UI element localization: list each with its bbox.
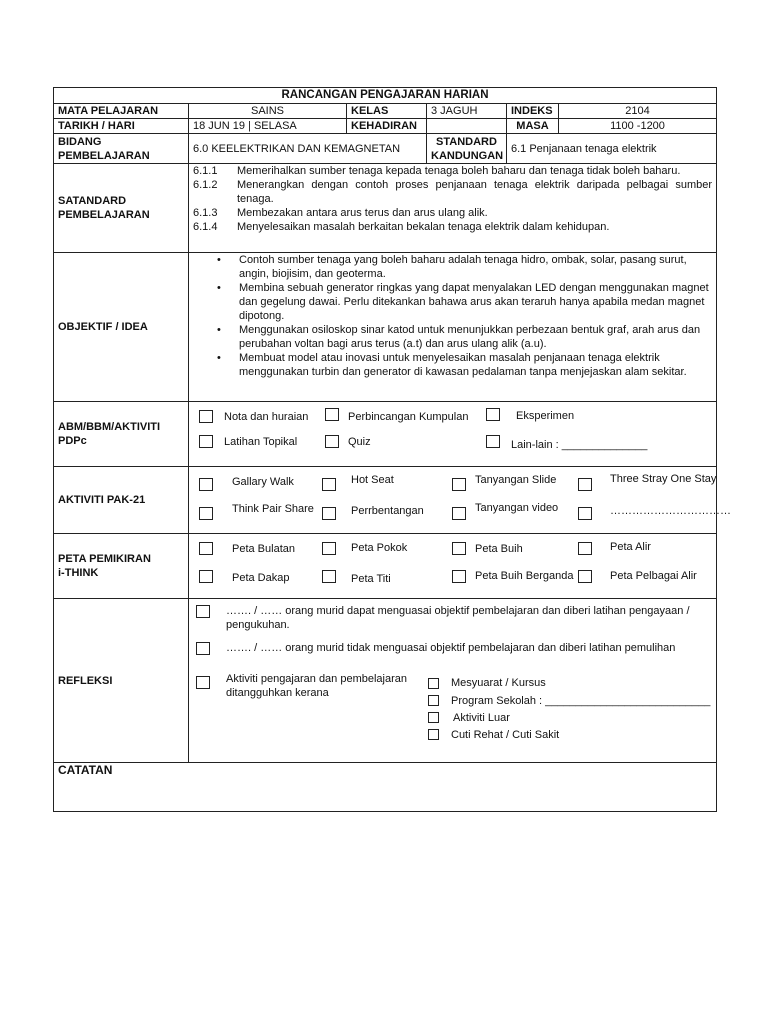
sp-num: 6.1.3 (193, 207, 218, 219)
pak21-option: Perrbentangan (351, 505, 424, 517)
masa-label: MASA (507, 119, 559, 134)
refleksi-line-3a: Aktiviti pengajaran dan pembelajaran (226, 673, 408, 685)
ithink-label-line2: i-THINK (58, 567, 99, 579)
standard-kandungan-line1: STANDARD (436, 135, 497, 148)
bidang-label-line2: PEMBELAJARAN (58, 149, 150, 162)
list-item: • Membina sebuah generator ringkas yang dapat menyalakan LED dengan menggunakan magnet dan gegelung dawai. Perlu ditekankan bahawa arus akan teraruh hanya apabila medan magnet dipotong. (239, 281, 712, 323)
ithink-option: Peta Buih Berganda (475, 570, 574, 582)
refleksi-reason: Aktiviti Luar (453, 712, 510, 724)
checkbox[interactable] (428, 712, 439, 723)
checkbox[interactable] (196, 605, 210, 618)
indeks-value[interactable]: 2104 (559, 104, 717, 119)
abm-option: Perbincangan Kumpulan (348, 411, 469, 423)
checkbox[interactable] (322, 507, 336, 520)
abm-option: Latihan Topikal (224, 436, 298, 448)
refleksi-line-1b: pengukuhan. (226, 619, 290, 631)
checkbox[interactable] (325, 435, 339, 448)
ithink-label-line1: PETA PEMIKIRAN (58, 553, 151, 565)
pak21-label: AKTIVITI PAK-21 (54, 467, 189, 534)
checkbox[interactable] (322, 542, 336, 555)
refleksi-line-3b: ditangguhkan kerana (226, 687, 329, 699)
objektif-list (193, 253, 712, 379)
refleksi-content (189, 599, 717, 763)
sp-num: 6.1.4 (193, 221, 218, 233)
checkbox[interactable] (196, 642, 210, 655)
list-item: • Membuat model atau inovasi untuk menyelesaikan masalah penjanaan tenaga elektrik menggunakan turbin dan generator di kawasan pedalaman tanpa menjejaskan alam sekitar. (239, 351, 712, 379)
ithink-label (54, 534, 189, 599)
kehadiran-value[interactable] (427, 119, 507, 134)
standard-kandungan-line2: KANDUNGAN (431, 149, 504, 162)
ithink-option: Peta Alir (610, 541, 651, 553)
sp-label-line2: PEMBELAJARAN (58, 209, 150, 221)
standard-pembelajaran-label (54, 164, 189, 253)
sp-text: Menerangkan dengan contoh proses penjanaan tenaga elektrik daripada pelbagai sumber tenaga. (237, 179, 713, 205)
standard-kandungan-label (427, 134, 507, 164)
sp-num: 6.1.2 (193, 179, 218, 191)
pak21-option: Hot Seat (351, 474, 394, 486)
checkbox[interactable] (578, 478, 592, 491)
ithink-option: Peta Bulatan (232, 543, 295, 555)
masa-value[interactable]: 1100 -1200 (559, 119, 717, 134)
bidang-value[interactable]: 6.0 KEELEKTRIKAN DAN KEMAGNETAN (189, 134, 427, 164)
checkbox[interactable] (578, 542, 592, 555)
checkbox[interactable] (199, 542, 213, 555)
checkbox[interactable] (428, 678, 439, 689)
checkbox[interactable] (428, 695, 439, 706)
checkbox[interactable] (325, 408, 339, 421)
checkbox[interactable] (199, 507, 213, 520)
abm-option: Lain-lain : ______________ (511, 439, 648, 451)
standard-kandungan-value[interactable]: 6.1 Penjanaan tenaga elektrik (507, 134, 717, 164)
catatan-cell[interactable] (54, 763, 717, 812)
checkbox[interactable] (322, 478, 336, 491)
indeks-label: INDEKS (507, 104, 559, 119)
checkbox[interactable] (196, 676, 210, 689)
ithink-option: Peta Dakap (232, 572, 290, 584)
pak21-option: Three Stray One Stay (610, 473, 717, 485)
sp-text: Memerihalkan sumber tenaga kepada tenaga boleh baharu dan tenaga tidak boleh baharu. (237, 165, 681, 177)
rph-table (53, 87, 731, 812)
checkbox[interactable] (199, 435, 213, 448)
tarikh-value[interactable]: 18 JUN 19 | SELASA (189, 119, 347, 134)
pak21-option: Think Pair Share (232, 503, 314, 515)
refleksi-reason: Cuti Rehat / Cuti Sakit (451, 729, 560, 741)
pak21-option: …………………………… (610, 505, 731, 517)
checkbox[interactable] (578, 570, 592, 583)
kehadiran-label: KEHADIRAN (347, 119, 427, 134)
sp-num: 6.1.1 (193, 165, 218, 177)
kelas-label: KELAS (347, 104, 427, 119)
checkbox[interactable] (452, 570, 466, 583)
checkbox[interactable] (199, 410, 213, 423)
list-item: • Contoh sumber tenaga yang boleh baharu adalah tenaga hidro, ombak, solar, pasang surut, angin, biojisim, dan geoterma. (239, 253, 712, 281)
abm-options (189, 402, 717, 467)
list-item (193, 164, 712, 178)
pak21-option: Tanyangan Slide (475, 474, 557, 486)
bidang-label-line1: BIDANG (58, 135, 102, 148)
ithink-option: Peta Pelbagai Alir (610, 570, 697, 582)
bidang-label (54, 134, 189, 164)
pak21-options (189, 467, 731, 534)
ithink-option: Peta Pokok (351, 542, 408, 554)
ithink-option: Peta Titi (351, 573, 391, 585)
abm-option: Quiz (348, 436, 371, 448)
ithink-option: Peta Buih (475, 543, 523, 555)
refleksi-reason: Program Sekolah : ___________________________ (451, 695, 711, 707)
checkbox[interactable] (486, 435, 500, 448)
abm-label (54, 402, 189, 467)
checkbox[interactable] (452, 478, 466, 491)
pak21-option: Tanyangan video (475, 502, 559, 514)
checkbox[interactable] (428, 729, 439, 740)
pak21-option: Gallary Walk (232, 476, 294, 488)
refleksi-label: REFLEKSI (54, 599, 189, 763)
ithink-options (189, 534, 717, 599)
checkbox[interactable] (452, 507, 466, 520)
abm-label-line2: PDPc (58, 435, 87, 447)
list-item (193, 220, 712, 234)
page-title: RANCANGAN PENGAJARAN HARIAN (54, 88, 717, 104)
list-item: • Menggunakan osiloskop sinar katod untuk menunjukkan perbezaan bentuk graf, arah arus dan perubahan voltan bagi arus terus (a.t) dan arus ulang alik (a.u). (239, 323, 712, 351)
tarikh-label: TARIKH / HARI (54, 119, 189, 134)
checkbox[interactable] (199, 478, 213, 491)
refleksi-reason: Mesyuarat / Kursus (451, 677, 546, 689)
sp-label-line1: SATANDARD (58, 195, 127, 207)
abm-label-line1: ABM/BBM/AKTIVITI (58, 421, 161, 433)
objektif-label: OBJEKTIF / IDEA (54, 253, 189, 402)
objektif-content (189, 253, 717, 402)
abm-option: Nota dan huraian (224, 411, 309, 423)
checkbox[interactable] (578, 507, 592, 520)
standard-pembelajaran-content (189, 164, 717, 253)
mata-pelajaran-value[interactable]: SAINS (189, 104, 347, 119)
checkbox[interactable] (199, 570, 213, 583)
abm-option: Eksperimen (516, 410, 575, 422)
checkbox[interactable] (452, 542, 466, 555)
kelas-value[interactable]: 3 JAGUH (427, 104, 507, 119)
checkbox[interactable] (322, 570, 336, 583)
standard-pembelajaran-list (193, 164, 712, 234)
sp-text: Membezakan antara arus terus dan arus ulang alik. (237, 207, 488, 219)
checkbox[interactable] (486, 408, 500, 421)
sp-text: Menyelesaikan masalah berkaitan bekalan tenaga elektrik dalam kehidupan. (237, 221, 610, 233)
refleksi-line-1a: ……. / …… orang murid dapat menguasai objektif pembelajaran dan diberi latihan pengayaan / (226, 605, 690, 617)
mata-pelajaran-label: MATA PELAJARAN (54, 104, 189, 119)
catatan-label: CATATAN (58, 763, 113, 777)
list-item (193, 178, 712, 206)
refleksi-line-2: ……. / …… orang murid tidak menguasai objektif pembelajaran dan diberi latihan pemulihan (226, 642, 676, 654)
list-item (193, 206, 712, 220)
